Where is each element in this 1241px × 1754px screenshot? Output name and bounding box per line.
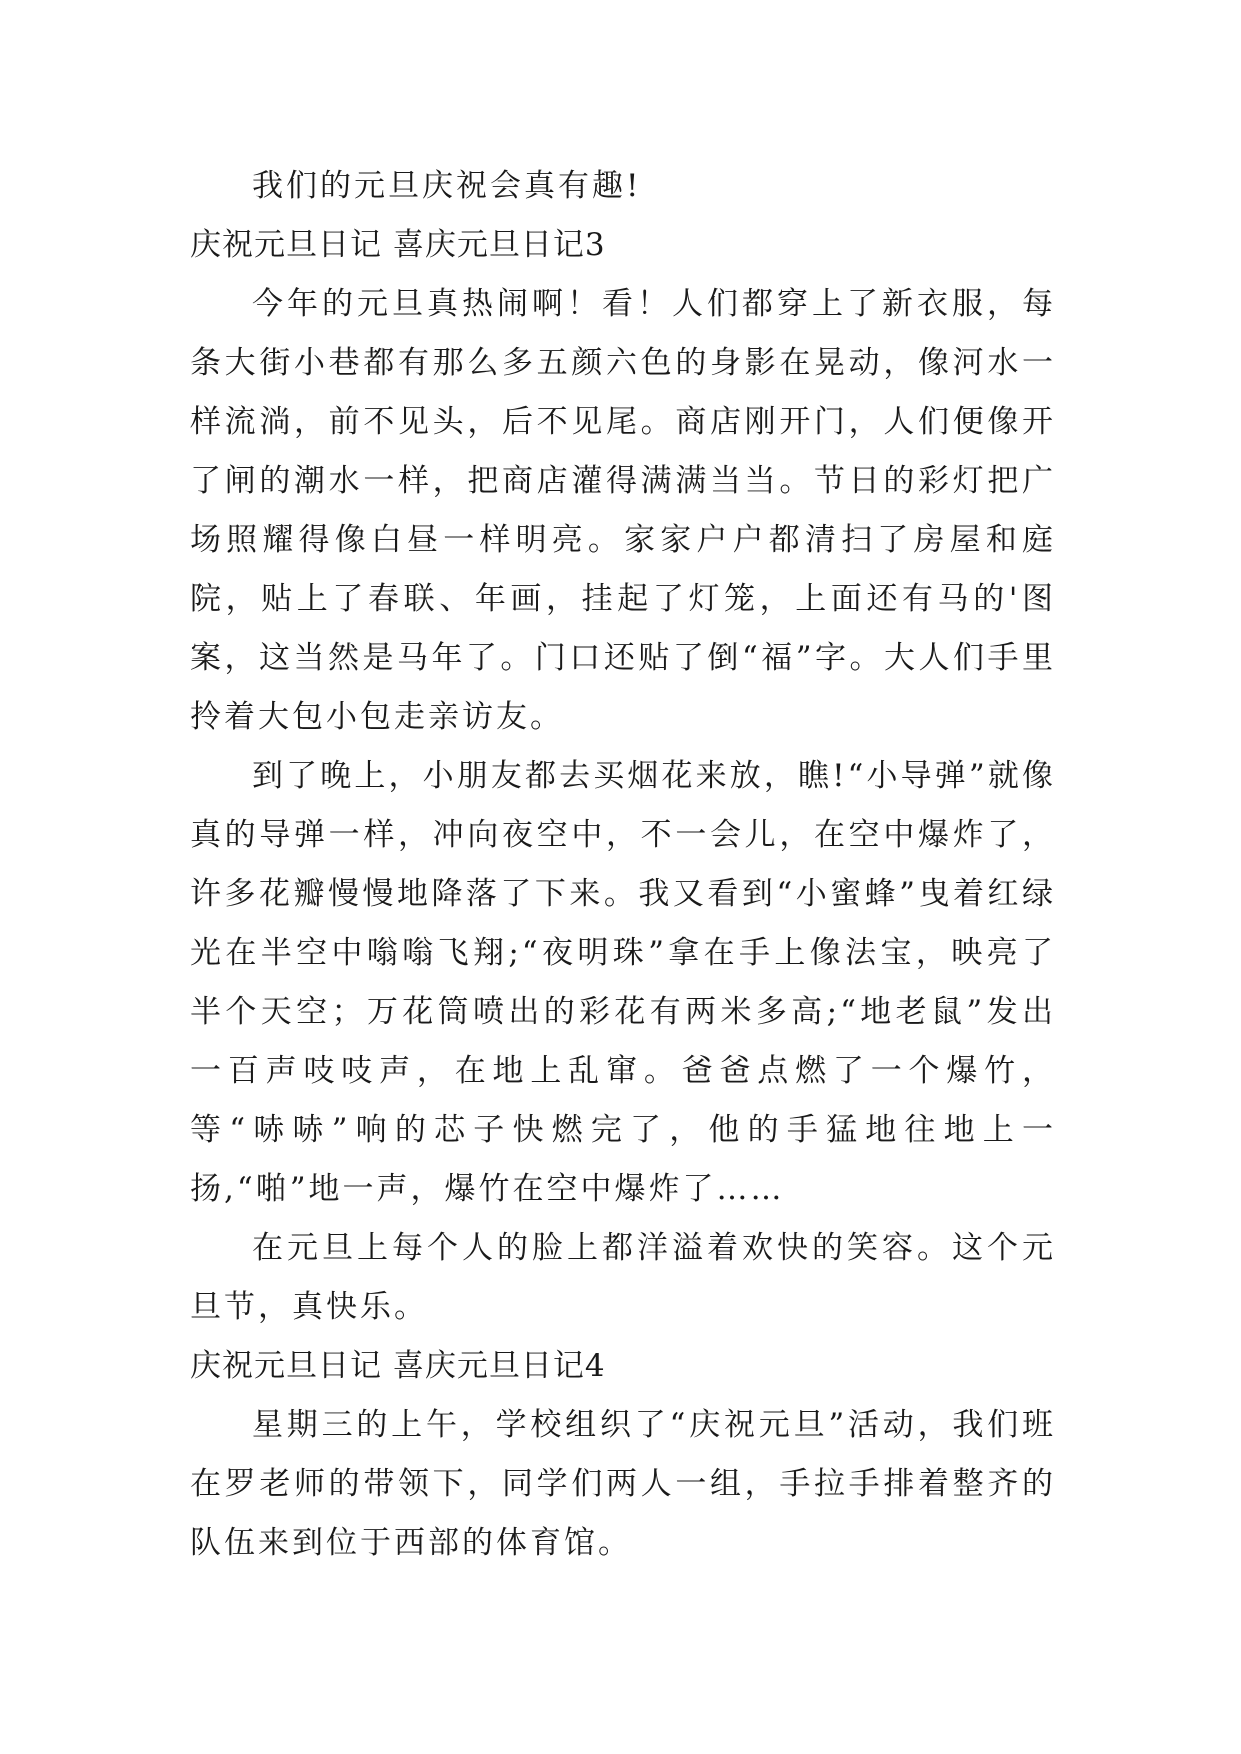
paragraph-new-year-scene: 今年的元旦真热闹啊！看！人们都穿上了新衣服，每条大街小巷都有那么多五颜六色的身影在晃动，像河水一样流淌，前不见头，后不见尾。商店刚开门，人们便像开了闸的潮水一样，把商店灌得满满当当。节日的彩灯把广场照耀得像白昼一样明亮。家家户户都清扫了房屋和庭院，贴上了春联、年画，挂起了灯笼，上面还有马的'图案，这当然是马年了。门口还贴了倒“福”字。大人们手里拎着大包小包走亲访友。 — [190, 286, 1056, 735]
section-heading-3: 庆祝元旦日记 喜庆元旦日记3 — [190, 227, 606, 263]
paragraph-intro-ending: 我们的元旦庆祝会真有趣! — [252, 168, 642, 204]
paragraph-school-activity: 星期三的上午，学校组织了“庆祝元旦”活动，我们班在罗老师的带领下，同学们两人一组，手拉手排着整齐的队伍来到位于西部的体育馆。 — [190, 1407, 1056, 1561]
paragraph-happy-faces: 在元旦上每个人的脸上都洋溢着欢快的笑容。这个元旦节，真快乐。 — [190, 1230, 1056, 1325]
paragraph-fireworks: 到了晚上，小朋友都去买烟花来放，瞧!“小导弹”就像真的导弹一样，冲向夜空中，不一会儿，在空中爆炸了，许多花瓣慢慢地降落了下来。我又看到“小蜜蜂”曳着红绿光在半空中嗡嗡飞翔;“夜明珠”拿在手上像法宝，映亮了半个天空；万花筒喷出的彩花有两米多高;“地老鼠”发出一百声吱吱声，在地上乱窜。爸爸点燃了一个爆竹，等“哧哧”响的芯子快燃完了，他的手猛地往地上一扬,“啪”地一声，爆竹在空中爆炸了…… — [190, 758, 1056, 1207]
section-heading-4: 庆祝元旦日记 喜庆元旦日记4 — [190, 1348, 606, 1384]
document-body — [190, 157, 1056, 1573]
